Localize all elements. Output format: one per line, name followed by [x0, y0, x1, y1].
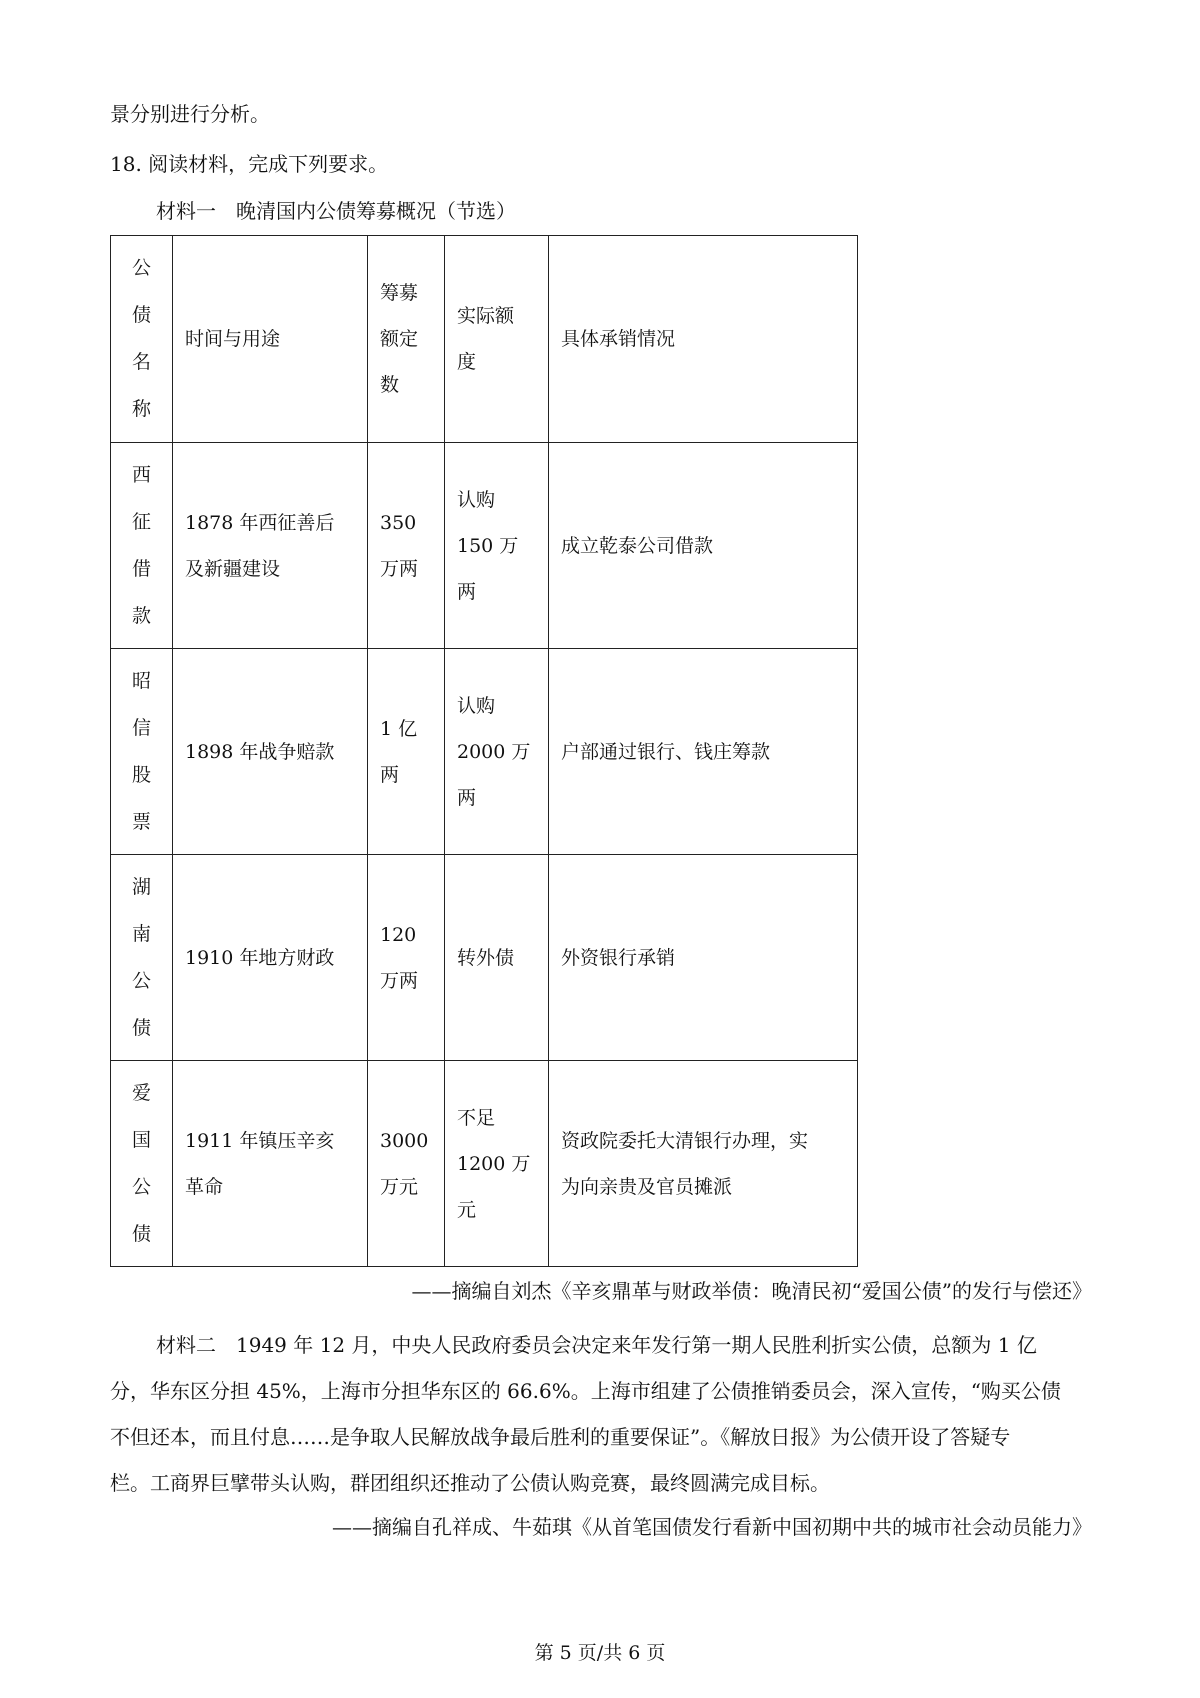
header-line: 数	[380, 374, 400, 396]
name-char: 票	[131, 810, 151, 833]
name-char: 国	[131, 1128, 151, 1151]
page-footer: 第 5 页/共 6 页	[534, 1642, 666, 1664]
name-char: 爱	[131, 1081, 151, 1104]
cell-line: 1200 万	[457, 1152, 531, 1175]
cell-detail	[549, 855, 858, 1061]
name-char: 南	[131, 922, 151, 945]
cell-time-use	[173, 443, 368, 649]
question-prompt: 18. 阅读材料，完成下列要求。	[110, 152, 389, 176]
header-detail: 具体承销情况	[549, 236, 858, 443]
cell-time-use	[173, 1061, 368, 1267]
cell-line: 1878 年西征善后	[185, 511, 335, 534]
cell-quota	[368, 443, 445, 649]
header-line: 筹募	[380, 282, 419, 304]
cell-line: 1910 年地方财政	[185, 946, 335, 969]
name-char: 债	[131, 1222, 151, 1245]
preceding-text-line: 景分别进行分析。	[110, 102, 270, 126]
cell-actual	[445, 1061, 549, 1267]
cell-quota	[368, 855, 445, 1061]
header-line: 实际额	[457, 305, 515, 327]
name-char: 名	[131, 351, 151, 373]
header-line: 度	[457, 351, 477, 373]
cell-name	[111, 855, 173, 1061]
name-char: 昭	[131, 669, 151, 692]
cell-line: 1898 年战争赔款	[185, 740, 335, 763]
cell-line: 认购	[457, 488, 496, 511]
cell-line: 1911 年镇压辛亥	[185, 1129, 335, 1152]
table-row	[111, 1061, 858, 1267]
cell-line: 2000 万	[457, 740, 531, 763]
header-actual	[445, 236, 549, 443]
cell-name	[111, 649, 173, 855]
cell-detail	[549, 443, 858, 649]
cell-line: 两	[380, 763, 400, 786]
cell-line: 350	[380, 511, 417, 534]
name-char: 借	[131, 557, 151, 580]
material2-text-line: 材料二 1949 年 12 月，中央人民政府委员会决定来年发行第一期人民胜利折实公债，总额为 1 亿	[156, 1333, 1037, 1357]
header-line: 额定	[380, 328, 419, 350]
material2-text-line: 不但还本，而且付息……是争取人民解放战争最后胜利的重要保证”。《解放日报》为公债开设了答疑专	[110, 1425, 1011, 1449]
cell-line: 3000	[380, 1129, 429, 1152]
cell-line: 元	[457, 1198, 477, 1221]
cell-actual	[445, 855, 549, 1061]
name-char: 债	[131, 1016, 151, 1039]
cell-line: 成立乾泰公司借款	[561, 534, 714, 557]
cell-quota	[368, 649, 445, 855]
material2-source: ——摘编自孔祥成、牛茹琪《从首笔国债发行看新中国初期中共的城市社会动员能力》	[332, 1515, 1092, 1539]
cell-name	[111, 443, 173, 649]
cell-line: 不足	[457, 1106, 496, 1129]
cell-line: 外资银行承销	[561, 946, 676, 969]
header-name	[111, 236, 173, 443]
cell-line: 万元	[380, 1175, 419, 1198]
name-char: 公	[131, 257, 151, 279]
name-char: 西	[131, 463, 151, 486]
table-row	[111, 855, 858, 1061]
cell-line: 万两	[380, 557, 419, 580]
cell-time-use	[173, 855, 368, 1061]
cell-line: 两	[457, 580, 477, 603]
name-char: 称	[131, 398, 151, 420]
name-char: 公	[131, 969, 151, 992]
table-header-row	[111, 236, 858, 443]
cell-line: 万两	[380, 969, 419, 992]
cell-time-use	[173, 649, 368, 855]
name-char: 债	[131, 304, 151, 326]
cell-actual	[445, 443, 549, 649]
material2-text-line: 栏。工商界巨擘带头认购，群团组织还推动了公债认购竞赛，最终圆满完成目标。	[110, 1471, 830, 1495]
name-char: 款	[131, 604, 151, 627]
public-debt-table	[110, 235, 858, 1267]
name-char: 湖	[131, 875, 151, 898]
name-char: 公	[131, 1175, 151, 1198]
cell-line: 1 亿	[380, 717, 418, 740]
name-char: 股	[131, 763, 151, 786]
material1-title: 材料一 晚清国内公债筹募概况（节选）	[156, 199, 516, 223]
cell-line: 及新疆建设	[185, 557, 281, 580]
cell-detail	[549, 649, 858, 855]
cell-actual	[445, 649, 549, 855]
name-char: 征	[131, 510, 151, 533]
cell-line: 认购	[457, 694, 496, 717]
cell-line: 120	[380, 923, 417, 946]
cell-line: 两	[457, 786, 477, 809]
cell-name	[111, 1061, 173, 1267]
cell-detail	[549, 1061, 858, 1267]
cell-line: 资政院委托大清银行办理，实	[561, 1129, 809, 1152]
header-time-use: 时间与用途	[173, 236, 368, 443]
table-row	[111, 649, 858, 855]
cell-line: 为向亲贵及官员摊派	[561, 1175, 733, 1198]
cell-line: 150 万	[457, 534, 519, 557]
cell-line: 革命	[185, 1175, 224, 1198]
cell-quota	[368, 1061, 445, 1267]
cell-line: 户部通过银行、钱庄筹款	[561, 740, 771, 763]
header-quota	[368, 236, 445, 443]
material1-source: ——摘编自刘杰《辛亥鼎革与财政举债：晚清民初“爱国公债”的发行与偿还》	[411, 1279, 1092, 1303]
material2-text-line: 分，华东区分担 45%，上海市分担华东区的 66.6%。上海市组建了公债推销委员会，深入宣传，“购买公债	[110, 1379, 1061, 1403]
cell-line: 转外债	[457, 946, 515, 969]
table-row	[111, 443, 858, 649]
name-char: 信	[131, 716, 151, 739]
